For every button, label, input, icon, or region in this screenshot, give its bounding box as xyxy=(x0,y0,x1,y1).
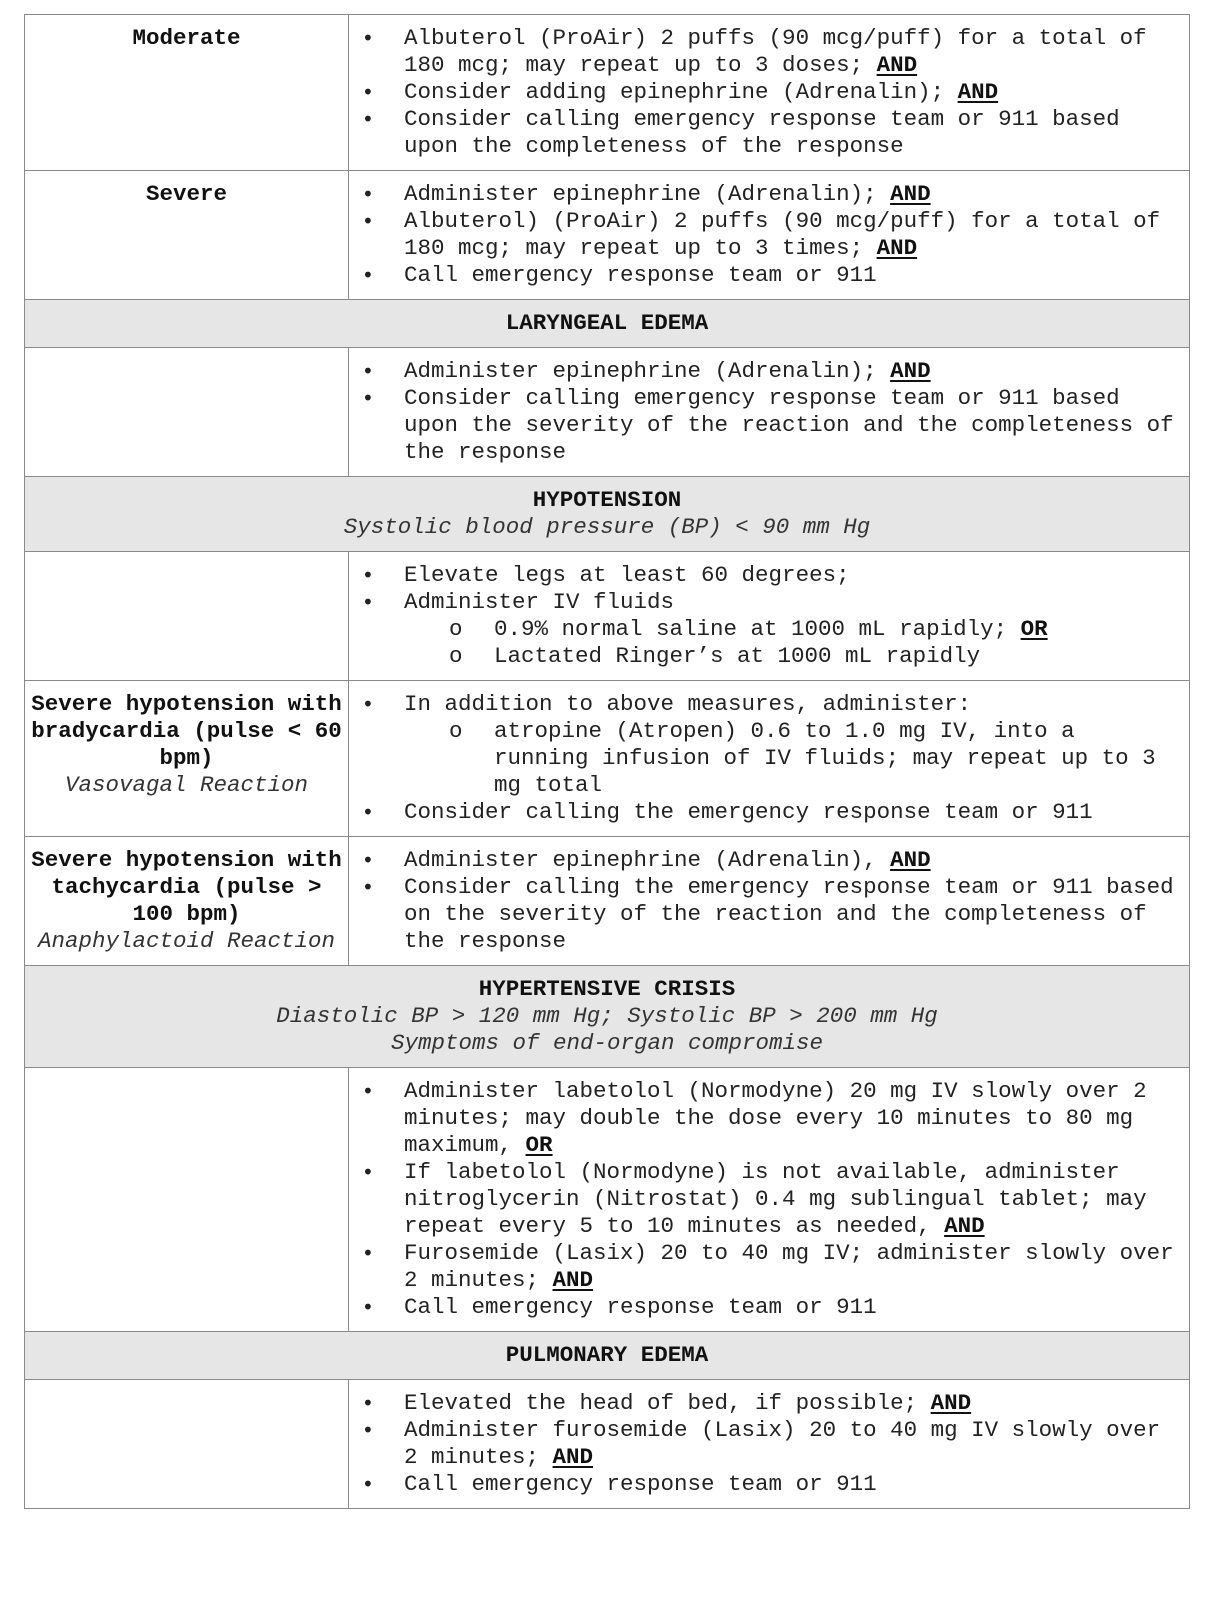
sub-list xyxy=(404,616,1181,670)
list-item: • Administer epinephrine (Adrenalin); AND xyxy=(357,358,1181,385)
row-content-cell xyxy=(349,1068,1190,1332)
bullet-list xyxy=(357,1390,1181,1498)
table-row xyxy=(25,681,1190,837)
row-label-cell xyxy=(25,681,349,837)
list-item: • Furosemide (Lasix) 20 to 40 mg IV; administer slowly over 2 minutes; AND xyxy=(357,1240,1181,1294)
list-item: • Albuterol) (ProAir) 2 puffs (90 mcg/puff) for a total of 180 mcg; may repeat up to 3 times; AND xyxy=(357,208,1181,262)
section-header-cell xyxy=(25,300,1190,348)
table-row xyxy=(25,15,1190,171)
row-content-cell xyxy=(349,348,1190,477)
row-label-cell xyxy=(25,552,349,681)
section-subtitle: Symptoms of end-organ compromise xyxy=(390,1030,824,1056)
list-item: • Elevated the head of bed, if possible; AND xyxy=(357,1390,1181,1417)
row-content-cell xyxy=(349,1380,1190,1509)
table-row xyxy=(25,1380,1190,1509)
section-title: HYPERTENSIVE CRISIS xyxy=(478,976,736,1002)
section-header-row xyxy=(25,1332,1190,1380)
list-item: • Consider adding epinephrine (Adrenalin); AND xyxy=(357,79,1181,106)
row-label: Moderate xyxy=(132,25,241,51)
list-item: • Call emergency response team or 911 xyxy=(357,262,1181,289)
bullet-list xyxy=(357,1078,1181,1321)
bullet-list xyxy=(357,562,1181,670)
row-content-cell xyxy=(349,552,1190,681)
section-title: HYPOTENSION xyxy=(532,487,682,513)
list-item: • Albuterol (ProAir) 2 puffs (90 mcg/puff) for a total of 180 mcg; may repeat up to 3 doses; AND xyxy=(357,25,1181,79)
list-item: • Consider calling the emergency response team or 911 based on the severity of the reaction and the completeness of the response xyxy=(357,874,1181,955)
sub-list xyxy=(404,718,1181,799)
section-title: PULMONARY EDEMA xyxy=(505,1342,709,1368)
list-item: • Administer labetolol (Normodyne) 20 mg IV slowly over 2 minutes; may double the dose every 10 minutes to 80 mg maximum, OR xyxy=(357,1078,1181,1159)
section-subtitle: Systolic blood pressure (BP) < 90 mm Hg xyxy=(343,514,871,540)
list-item: • Administer furosemide (Lasix) 20 to 40 mg IV slowly over 2 minutes; AND xyxy=(357,1417,1181,1471)
section-header-row xyxy=(25,966,1190,1068)
sub-list-item: o atropine (Atropen) 0.6 to 1.0 mg IV, into a running infusion of IV fluids; may repeat up to 3 mg total xyxy=(404,718,1181,799)
list-item: • Consider calling emergency response team or 911 based upon the completeness of the response xyxy=(357,106,1181,160)
row-label-cell xyxy=(25,348,349,477)
row-label-note: Vasovagal Reaction xyxy=(64,772,309,798)
sub-list-item: o Lactated Ringer’s at 1000 mL rapidly xyxy=(404,643,1181,670)
section-header-cell xyxy=(25,477,1190,552)
list-item: • Administer epinephrine (Adrenalin), AND xyxy=(357,847,1181,874)
table-row xyxy=(25,1068,1190,1332)
list-item: • Elevate legs at least 60 degrees; xyxy=(357,562,1181,589)
table-row xyxy=(25,552,1190,681)
list-item: • If labetolol (Normodyne) is not available, administer nitroglycerin (Nitrostat) 0.4 mg sublingual tablet; may repeat every 5 to 10 minutes as needed, AND xyxy=(357,1159,1181,1240)
row-label-cell xyxy=(25,15,349,171)
row-content-cell xyxy=(349,681,1190,837)
section-header-row xyxy=(25,477,1190,552)
row-label: Severe hypotension with tachycardia (pulse > 100 bpm) xyxy=(31,847,342,927)
list-item: • Consider calling the emergency response team or 911 xyxy=(357,799,1181,826)
table-row xyxy=(25,837,1190,966)
list-item: • Administer epinephrine (Adrenalin); AND xyxy=(357,181,1181,208)
row-label-cell xyxy=(25,1380,349,1509)
list-item: • Call emergency response team or 911 xyxy=(357,1471,1181,1498)
list-item: • Administer IV fluids o 0.9% normal saline at 1000 mL rapidly; OR o Lactated Ringer’s at 1000 mL rapidly xyxy=(357,589,1181,670)
row-label: Severe hypotension with bradycardia (pulse < 60 bpm) xyxy=(31,691,342,771)
list-item: • Consider calling emergency response team or 911 based upon the severity of the reaction and the completeness of the response xyxy=(357,385,1181,466)
row-label-cell xyxy=(25,171,349,300)
protocol-table xyxy=(24,14,1190,1509)
section-header-cell xyxy=(25,966,1190,1068)
bullet-list xyxy=(357,181,1181,289)
section-title: LARYNGEAL EDEMA xyxy=(505,310,709,336)
row-content-cell xyxy=(349,15,1190,171)
row-label-note: Anaphylactoid Reaction xyxy=(37,928,336,954)
row-label-cell xyxy=(25,1068,349,1332)
sub-list-item: o 0.9% normal saline at 1000 mL rapidly; OR xyxy=(404,616,1181,643)
row-content-cell xyxy=(349,171,1190,300)
row-label-cell xyxy=(25,837,349,966)
section-subtitle: Diastolic BP > 120 mm Hg; Systolic BP > 200 mm Hg xyxy=(276,1003,938,1029)
table-row xyxy=(25,171,1190,300)
section-header-row xyxy=(25,300,1190,348)
bullet-list xyxy=(357,847,1181,955)
bullet-list xyxy=(357,358,1181,466)
list-item: • In addition to above measures, administer: o atropine (Atropen) 0.6 to 1.0 mg IV, into a running infusion of IV fluids; may repeat up to 3 mg total xyxy=(357,691,1181,799)
table-row xyxy=(25,348,1190,477)
bullet-list xyxy=(357,25,1181,160)
row-content-cell xyxy=(349,837,1190,966)
list-item: • Call emergency response team or 911 xyxy=(357,1294,1181,1321)
section-header-cell xyxy=(25,1332,1190,1380)
bullet-list xyxy=(357,691,1181,826)
row-label: Severe xyxy=(145,181,227,207)
